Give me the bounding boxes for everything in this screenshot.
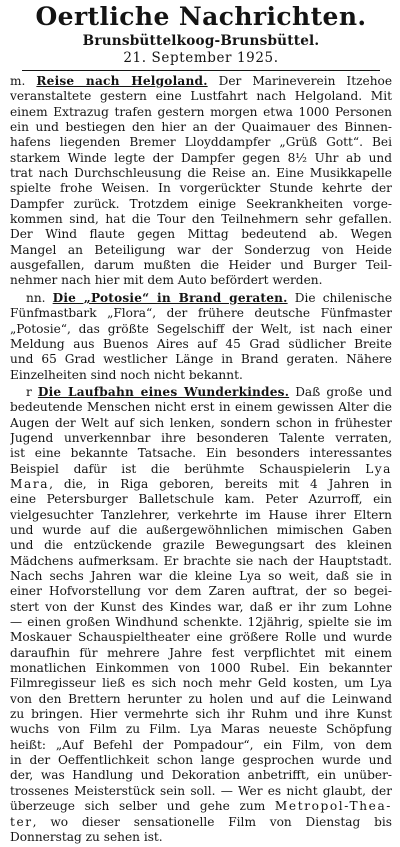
article-line — [10, 722, 392, 737]
text-run: , wo dieser sensationelle Film von Dienstag bis — [32, 814, 392, 829]
article-line — [10, 738, 392, 753]
article-line — [10, 446, 392, 461]
text-run: r — [26, 384, 38, 399]
text-run: von den Brettern herunter zu holen und auf die Leinwand — [10, 691, 392, 706]
text-run: Filmregisseur ließ es sich noch mehr Geld kosten, um Lya — [10, 676, 392, 691]
text-run: Beispiel dafür ist die berühmte Schauspielerin — [10, 461, 366, 476]
text-run: heißt: „Auf Befehl der Pompadour“, ein Film, von dem — [10, 737, 392, 752]
article-line — [10, 151, 392, 166]
text-run: der, was Handlung und Dekoration anbetrifft, ein unüber- — [10, 768, 392, 783]
article-line — [10, 416, 392, 431]
text-run: Jugend unverkennbar ihre besonderen Talente verraten, — [10, 430, 392, 445]
article-line — [10, 523, 392, 538]
text-run: und wurde auf die außergewöhnlichen mimischen Gaben — [10, 522, 392, 537]
article-headline: Die „Potosie“ in Brand geraten. — [52, 290, 288, 305]
article-line — [10, 352, 392, 367]
text-run: vielgesuchter Tanzlehrer, verkehrte im Hause ihrer Eltern — [10, 507, 392, 522]
divider-rule — [22, 70, 380, 71]
article-line — [10, 166, 392, 181]
text-run: nehmer nach hier mit dem Auto befördert werden. — [10, 273, 323, 288]
article-line — [10, 508, 392, 523]
text-run: Daß große und — [289, 384, 392, 399]
dateline: 21. September 1925. — [123, 50, 279, 66]
text-run: Lya — [365, 461, 392, 476]
text-run: Der Wind flaute gegen Mittag bedeutend ab. Wegen — [10, 227, 392, 242]
article-line — [10, 135, 392, 150]
text-run: , die, in Riga geboren, bereits mit 4 Jahren in — [49, 476, 392, 491]
text-run: Dampfer zurück. Trotzdem einige Seekrankheiten vorge- — [10, 196, 392, 211]
article-line — [10, 400, 392, 415]
article-line — [10, 120, 392, 135]
text-run: Donnerstag zu sehen ist. — [10, 829, 163, 844]
text-run: und 65 Grad westlicher Länge in Brand geraten. Nähere — [10, 352, 392, 367]
article-line — [10, 462, 392, 477]
text-run: „Potosie“, das größte Segelschiff der Welt, ist nach einer — [10, 321, 392, 336]
article-line — [10, 768, 392, 783]
article-line — [10, 538, 392, 553]
text-run: veranstaltete gestern eine Lustfahrt nach Helgoland. Mit — [10, 89, 392, 104]
article-line — [10, 322, 392, 337]
article-line — [10, 477, 392, 492]
article-line — [10, 630, 392, 645]
text-run: trossenes Meisterstück sein soll. — Wer es nicht glaubt, der — [10, 783, 392, 798]
article-line — [10, 661, 392, 676]
article-line — [10, 212, 392, 227]
article-line — [10, 74, 392, 89]
news-article — [10, 291, 392, 383]
article-line — [10, 368, 392, 383]
article-line — [10, 646, 392, 661]
article-line — [10, 569, 392, 584]
text-run: und die entzückende grazile Bewegungsart des kleinen — [10, 538, 392, 553]
article-line — [10, 784, 392, 799]
text-run: Mädchens aufmerksam. Er brachte sie nach der Hauptstadt. — [10, 553, 392, 568]
article-line — [10, 89, 392, 104]
text-run: einem Extrazug trafen gestern morgen etwa 1000 Personen — [10, 104, 392, 119]
text-run: Nach sechs Jahren war die kleine Lya so weit, daß sie in — [10, 569, 392, 583]
article-headline: Reise nach Helgoland. — [36, 74, 208, 88]
article-line — [10, 615, 392, 630]
news-article — [10, 74, 392, 289]
article-line — [10, 676, 392, 691]
text-run: eine Petersburger Balletschule kam. Peter Azurroff, ein — [10, 492, 392, 507]
articles-column — [10, 74, 392, 845]
text-run: wuchs von Film zu Film. Lya Maras neueste Schöpfung — [10, 722, 392, 737]
text-run: ein und bestiegen den hier an der Quaimauer des Binnen- — [10, 120, 392, 135]
article-headline: Die Laufbahn eines Wunderkindes. — [37, 384, 290, 399]
text-run: Einzelheiten sind noch nicht bekannt. — [10, 367, 243, 382]
article-line — [10, 227, 392, 242]
article-line — [10, 431, 392, 446]
article-line — [10, 105, 392, 120]
article-line — [10, 337, 392, 352]
text-run: starkem Winde legte der Dampfer gegen 8½ Uhr ab und — [10, 150, 392, 165]
text-run: Fünfmastbark „Flora“, der frühere deutsche Fünfmaster — [10, 306, 392, 321]
text-run: ter — [10, 814, 33, 829]
text-run: trat nach Durchschleusung die Reise an. Eine Musikkapelle — [10, 166, 392, 181]
text-run: kommen sind, hat die Tour den Teilnehmern sehr gefallen. — [10, 212, 392, 227]
article-line — [10, 492, 392, 507]
news-article — [10, 385, 392, 845]
article-line — [10, 554, 392, 569]
article-line — [10, 600, 392, 615]
text-run: bedeutende Menschen nicht erst in einem gewissen Alter die — [10, 400, 392, 415]
article-line — [10, 584, 392, 599]
text-run: Der Marineverein Itzehoe — [207, 74, 392, 88]
article-line — [10, 258, 392, 273]
article-line — [10, 306, 392, 321]
article-line — [10, 830, 392, 845]
text-run: monatlichen Einkommen von 1000 Rubel. Ein bekannter — [10, 661, 392, 676]
section-title: Oertliche Nachrichten. — [35, 2, 367, 31]
text-run: m. — [10, 74, 37, 88]
text-run: Die chilenische — [287, 290, 392, 305]
text-run: in der Oeffentlichkeit schon lange gesprochen wurde und — [10, 753, 392, 768]
text-run: hafens liegenden Bremer Lloyddampfer „Grüß Gott“. Bei — [10, 135, 392, 150]
article-line — [10, 181, 392, 196]
text-run: Mara — [10, 476, 50, 491]
article-line — [10, 799, 392, 814]
text-run: spielte frohe Weisen. In vorgerückter Stunde kehrte der — [10, 181, 392, 196]
article-line — [10, 273, 392, 288]
article-line — [10, 707, 392, 722]
article-line — [10, 243, 392, 258]
place-heading: Brunsbüttelkoog-Brunsbüttel. — [82, 33, 320, 49]
article-line — [10, 385, 392, 400]
text-run: Augen der Welt auf sich lenken, sondern schon in frühester — [10, 415, 392, 430]
article-line — [10, 692, 392, 707]
article-line — [10, 815, 392, 830]
text-run: zu bringen. Hier vermehrte sich ihr Ruhm und ihre Kunst — [10, 707, 392, 722]
text-run: Mangel an Beteiligung war der Sonderzug von Heide — [10, 242, 392, 257]
text-run: Moskauer Schauspieltheater eine größere Rolle und wurde — [10, 630, 392, 645]
article-line — [10, 197, 392, 212]
text-run: — einen großen Windhund schenkte. 12jährig, spielte sie im — [10, 615, 392, 630]
text-run: überzeuge sich selber und gehe zum — [10, 799, 275, 814]
text-run: nn. — [26, 290, 53, 305]
text-run: ist eine bekannte Tatsache. Ein besonders interessantes — [10, 446, 392, 461]
text-run: stert von der Kunst des Kindes war, daß er ihr zum Lohne — [10, 599, 392, 614]
text-run: einer Hofvorstellung vor dem Zaren auftrat, der so begei- — [10, 584, 392, 599]
article-line — [10, 753, 392, 768]
text-run: ausgefallen, darum mußten die Heider und Burger Teil- — [10, 258, 392, 273]
article-line — [10, 291, 392, 306]
text-run: Meldung aus Buenos Aires auf 45 Grad südlicher Breite — [10, 336, 392, 351]
text-run: daraufhin für mehrere Jahre fest verpflichtet mit einem — [10, 645, 392, 660]
text-run: Metropol-Thea- — [274, 799, 392, 814]
